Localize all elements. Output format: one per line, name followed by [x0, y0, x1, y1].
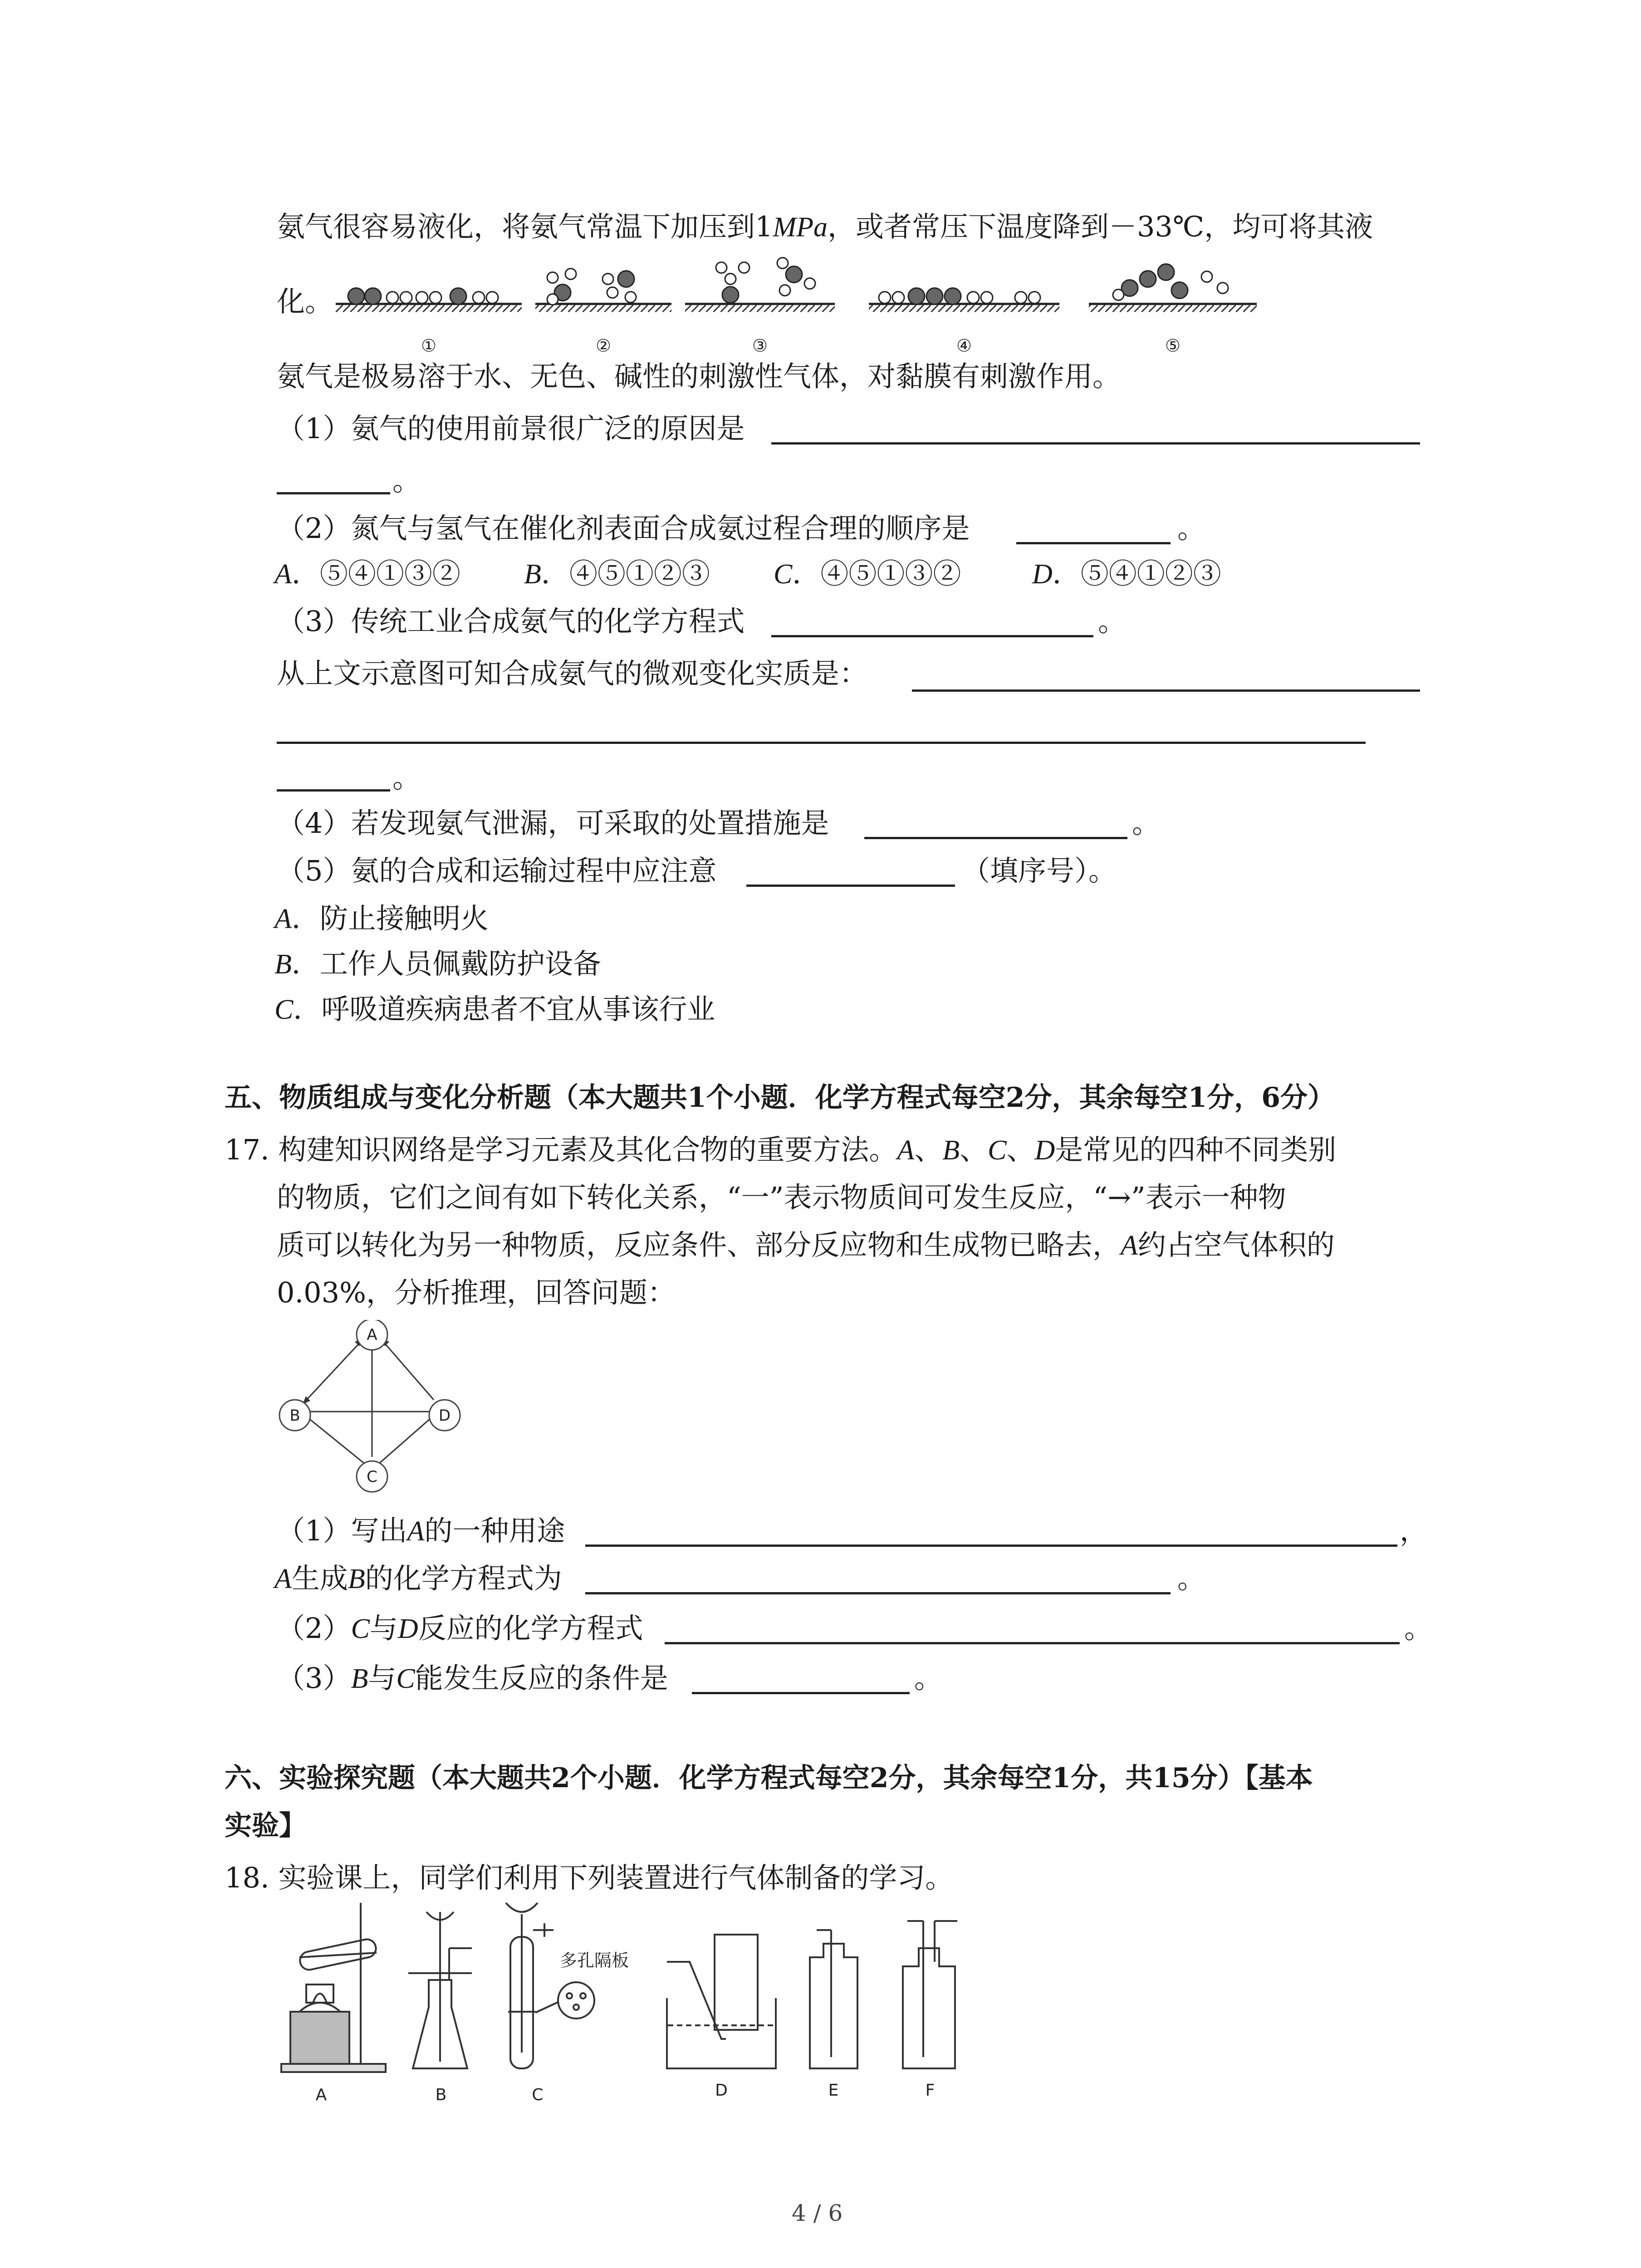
q16-p3-blank[interactable] [771, 635, 1093, 637]
q16-part3 [277, 601, 745, 642]
question-number: 18. [225, 1861, 269, 1894]
intro-line-2 [277, 281, 333, 322]
label-e: E [828, 2081, 839, 2100]
var-b: B [942, 1135, 960, 1166]
option-letter: C [274, 994, 294, 1025]
q17-p3-end [914, 1658, 942, 1699]
section-6-heading-text-1: 六、实验探究题（本大题共2个小题．化学方程式每空2分，其余每空1分，共15分）【基本 [225, 1762, 1313, 1794]
q16-p2-blank[interactable] [1016, 542, 1171, 544]
step-label-5: ⑤ [1165, 336, 1181, 356]
q16-p1-text: （1）氨气的使用前景很广泛的原因是 [277, 412, 745, 445]
q18-line-1 [225, 1857, 953, 1898]
q16-p3-end-text: 。 [1098, 605, 1127, 638]
q16-option-c[interactable] [774, 553, 1032, 595]
q16-p3b-blank-2[interactable] [277, 742, 1366, 744]
q16-p3-text: （3）传统工业合成氨气的化学方程式 [277, 605, 745, 638]
q18-apparatus-figure [272, 1894, 998, 2107]
q17-text-d: 质可以转化为另一种物质，反应条件、部分反应物和生成物已略去， [277, 1228, 1121, 1261]
question-number: 17. [225, 1133, 269, 1166]
q16-p5-option-c[interactable] [274, 989, 715, 1030]
section-6-heading-text-2: 实验】 [225, 1810, 306, 1842]
q17-line-4 [277, 1272, 676, 1313]
node-c: C [367, 1468, 377, 1486]
frame-5-surface [1089, 264, 1257, 312]
apparatus-e [810, 1930, 857, 2068]
option-text: ．⑤④①②③ [1052, 557, 1221, 590]
q17-p1-blank[interactable] [585, 1545, 1397, 1547]
sep: 、 [1006, 1133, 1035, 1166]
q17-text-a: 构建知识网络是学习元素及其化合物的重要方法。 [278, 1133, 897, 1166]
q17-relation-diagram [277, 1320, 467, 1497]
q16-p4-blank[interactable] [864, 837, 1127, 839]
sep: 、 [914, 1133, 943, 1166]
var-c: C [351, 1613, 370, 1644]
section-6-heading-line-2 [225, 1805, 306, 1846]
apparatus-d [667, 1935, 776, 2068]
q16-p5-end [962, 850, 1117, 891]
q16-p3-end [1098, 601, 1126, 642]
q17-part2 [277, 1608, 643, 1649]
q17-p2-blank[interactable] [665, 1642, 1400, 1644]
q17-line-3 [277, 1225, 1335, 1266]
q16-p1-end [392, 460, 421, 501]
q17-p3-text-b: 与 [368, 1662, 397, 1695]
q17-p1-text-b: 的一种用途 [424, 1514, 565, 1547]
var-a: A [897, 1135, 915, 1166]
intro-text-d: 氨气是极易溶于水、无色、碱性的刺激性气体，对黏膜有刺激作用。 [277, 360, 1121, 393]
step-label-4: ④ [956, 336, 972, 356]
apparatus-b [408, 1912, 472, 2068]
q17-p2-end-text: 。 [1404, 1612, 1433, 1645]
var-b: B [351, 1663, 368, 1694]
frame-2-surface [535, 269, 671, 312]
q17-p2-text-a: （2） [277, 1612, 351, 1645]
option-letter: B [524, 559, 541, 590]
section-6-heading-line-1 [225, 1758, 1313, 1799]
q16-p5-blank[interactable] [746, 885, 955, 887]
frame-1-surface [336, 288, 522, 312]
var-a: A [407, 1516, 425, 1547]
q17-p1-end-text: ， [1400, 1514, 1428, 1547]
option-letter: D [1032, 559, 1053, 590]
step-label-1: ① [421, 336, 437, 356]
q17-part1 [277, 1510, 565, 1552]
q17-p1c-text-b: 生成 [291, 1562, 348, 1595]
q17-p1-end [1400, 1510, 1428, 1551]
intro-line-1 [277, 206, 1373, 248]
q17-text-b: 是常见的四种不同类别 [1055, 1133, 1337, 1166]
q16-p2-text: （2）氮气与氢气在催化剂表面合成氨过程合理的顺序是 [277, 512, 970, 545]
q16-p3b-text: 从上文示意图可知合成氨气的微观变化实质是： [277, 657, 868, 690]
frame-4-surface [869, 288, 1059, 312]
q17-part1c [274, 1558, 562, 1599]
q16-option-d[interactable] [1032, 553, 1221, 595]
q16-p2-end [1177, 508, 1205, 549]
q16-option-a[interactable] [274, 553, 524, 595]
label-f: F [925, 2081, 935, 2100]
option-text: ．⑤④①③② [291, 557, 460, 590]
q17-text-f: 0.03%，分析推理，回答问题： [277, 1276, 676, 1309]
q17-part3 [277, 1658, 668, 1699]
label-c: C [532, 2086, 544, 2104]
var-d: D [1034, 1135, 1055, 1166]
option-text: ．工作人员佩戴防护设备 [291, 947, 601, 980]
q17-p3-text-c: 能发生反应的条件是 [415, 1662, 668, 1695]
var-b: B [348, 1564, 365, 1594]
q16-p5-text: （5）氨的合成和运输过程中应注意 [277, 854, 717, 887]
option-letter: C [774, 559, 793, 590]
q16-part3b [277, 653, 867, 694]
intro-text-a: 氨气很容易液化，将氨气常温下加压到1 [277, 210, 773, 243]
q17-line-1 [225, 1129, 1336, 1171]
option-text: ．④⑤①②③ [541, 557, 710, 590]
option-letter: B [274, 949, 292, 980]
intro-text-b: ，或者常压下温度降到－33℃，均可将其液 [827, 210, 1373, 243]
q16-p3b-blank-3[interactable] [277, 789, 390, 792]
step-label-3: ③ [752, 336, 768, 356]
option-letter: A [274, 904, 292, 934]
q17-p3-end-text: 。 [914, 1662, 943, 1695]
q16-part5 [277, 850, 716, 891]
step-label-2: ② [595, 336, 612, 356]
q16-p5-option-b[interactable] [274, 943, 601, 985]
q16-p5-option-a[interactable] [274, 898, 489, 939]
var-a: A [274, 1564, 292, 1594]
q17-p1c-end [1177, 1558, 1205, 1599]
q17-text-c: 的物质，它们之间有如下转化关系，“一”表示物质间可发生反应，“→”表示一种物 [277, 1181, 1286, 1214]
var-c: C [396, 1663, 415, 1694]
intro-line-3 [277, 356, 1121, 397]
option-letter: A [274, 559, 292, 590]
option-text: ．防止接触明火 [291, 902, 489, 935]
node-a: A [367, 1326, 377, 1344]
section-5-heading [225, 1077, 1335, 1118]
q16-p4-end [1132, 803, 1160, 844]
apparatus-c [506, 1903, 594, 2068]
q16-part4 [277, 803, 829, 844]
q16-option-b[interactable] [524, 553, 774, 595]
q16-p1-blank[interactable] [771, 442, 1420, 445]
q17-p1c-text-c: 的化学方程式为 [365, 1562, 562, 1595]
var-a: A [1121, 1230, 1138, 1261]
q17-p3-blank[interactable] [692, 1692, 910, 1694]
q18-text: 实验课上，同学们利用下列装置进行气体制备的学习。 [278, 1861, 954, 1894]
var-d: D [397, 1613, 418, 1644]
q16-p1-end-text: 。 [392, 464, 421, 497]
q17-text-e: 约占空气体积的 [1137, 1228, 1335, 1261]
sep: 、 [960, 1133, 988, 1166]
q16-p3b-end [392, 758, 421, 798]
option-text: ．④⑤①③② [792, 557, 961, 590]
q17-p1c-blank[interactable] [585, 1592, 1171, 1594]
q16-p5-end-text: （填序号）。 [962, 854, 1117, 887]
section-5-heading-text: 五、物质组成与变化分析题（本大题共1个小题．化学方程式每空2分，其余每空1分，6分） [225, 1082, 1335, 1114]
porous-plate-label: 多孔隔板 [559, 1950, 629, 1970]
q17-p3-text-a: （3） [277, 1662, 351, 1695]
q17-p2-text-b: 与 [369, 1612, 398, 1645]
option-text: ．呼吸道疾病患者不宜从事该行业 [293, 992, 715, 1026]
frame-3-surface [685, 258, 835, 312]
q16-part1 [277, 408, 745, 449]
apparatus-a [281, 1903, 386, 2072]
node-b: B [289, 1407, 300, 1425]
label-d: D [715, 2081, 728, 2100]
q16-p2-options [274, 553, 1221, 595]
q17-p1c-end-text: 。 [1177, 1562, 1206, 1595]
q16-p3b-blank-1[interactable] [912, 689, 1420, 692]
var-c: C [988, 1135, 1007, 1166]
q17-line-2 [277, 1177, 1286, 1218]
q16-part2 [277, 508, 970, 549]
q16-p2-end-text: 。 [1177, 512, 1206, 545]
apparatus-f [903, 1921, 957, 2068]
pressure-unit: MPa [773, 212, 828, 243]
q16-p3b-end-text: 。 [392, 761, 421, 794]
q17-p2-end [1404, 1608, 1432, 1649]
q17-p1-text-a: （1）写出 [277, 1514, 407, 1547]
q16-p1-blank-cont[interactable] [277, 492, 390, 494]
q16-p4-text: （4）若发现氨气泄漏，可采取的处置措施是 [277, 807, 829, 840]
catalyst-surface-diagram [336, 254, 1266, 367]
page-number: 4 / 6 [792, 2200, 843, 2226]
label-a: A [315, 2086, 327, 2104]
node-d: D [438, 1407, 451, 1425]
q16-p4-end-text: 。 [1132, 807, 1161, 840]
q17-p2-text-c: 反应的化学方程式 [418, 1612, 643, 1645]
label-b: B [435, 2086, 447, 2104]
intro-text-c: 化。 [277, 285, 333, 318]
